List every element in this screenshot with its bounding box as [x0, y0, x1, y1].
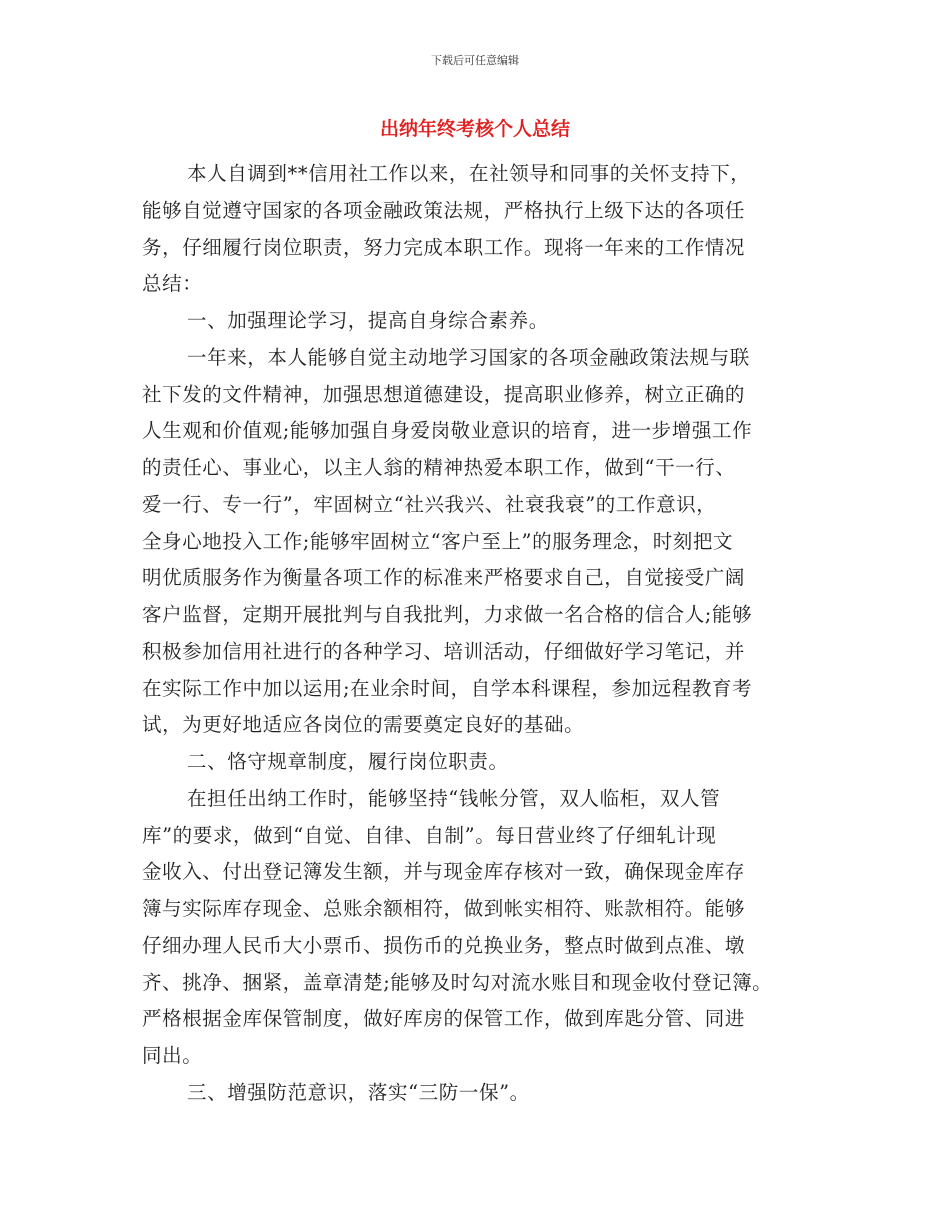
text-line: 齐、挑净、捆紧，盖章清楚;能够及时勾对流水账目和现金收付登记簿。 [142, 970, 773, 994]
text-line: 积极参加信用社进行的各种学习、培训活动，仔细做好学习笔记，并 [142, 639, 746, 663]
text-line: 全身心地投入工作;能够牢固树立“客户至上”的服务理念，时刻把文 [142, 529, 734, 553]
text-line: 试，为更好地适应各岗位的需要奠定良好的基础。 [142, 713, 585, 737]
text-line: 客户监督，定期开展批判与自我批判，力求做一名合格的信合人;能够 [142, 603, 753, 626]
text-line: 金收入、付出登记簿发生额，并与现金库存核对一致，确保现金库存 [142, 860, 746, 884]
text-line: 库”的要求，做到“自觉、自律、自制”。每日营业终了仔细轧计现 [142, 823, 717, 847]
text-line: 一年来，本人能够自觉主动地学习国家的各项金融政策法规与联 [187, 345, 750, 369]
document-title: 出纳年终考核个人总结 [379, 118, 570, 140]
text-line: 严格根据金库保管制度，做好库房的保管工作，做到库匙分管、同进 [142, 1007, 746, 1031]
text-line: 二、恪守规章制度，履行岗位职责。 [187, 750, 509, 773]
text-line: 一、加强理论学习，提高自身综合素养。 [187, 309, 549, 332]
text-line: 三、增强防范意识，落实“三防一保”。 [187, 1080, 530, 1104]
text-line: 人生观和价值观;能够加强自身爱岗敬业意识的培育，进一步增强工作 [142, 419, 753, 443]
text-line: 能够自觉遵守国家的各项金融政策法规，严格执行上级下达的各项任 [142, 198, 746, 222]
text-line: 总结： [142, 272, 203, 296]
text-line: 社下发的文件精神，加强思想道德建设，提高职业修养，树立正确的 [142, 382, 746, 406]
text-line: 的责任心、事业心，以主人翁的精神热爱本职工作，做到“干一行、 [142, 456, 736, 479]
text-line: 同出。 [142, 1044, 203, 1067]
text-line: 簿与实际库存现金、总账余额相符，做到帐实相符、账款相符。能够 [142, 897, 746, 920]
text-line: 在担任出纳工作时，能够坚持“钱帐分管，双人临柜，双人管 [187, 786, 721, 810]
text-line: 务，仔细履行岗位职责，努力完成本职工作。现将一年来的工作情况 [142, 235, 746, 259]
page-header: 下载后可任意编辑 [431, 54, 519, 67]
text-line: 仔细办理人民币大小票币、损伤币的兑换业务，整点时做到点准、墩 [142, 933, 746, 957]
text-line: 在实际工作中加以运用;在业余时间，自学本科课程，参加远程教育考 [142, 676, 753, 700]
document-body [142, 156, 814, 1112]
text-line: 明优质服务作为衡量各项工作的标准来严格要求自己，自觉接受广阔 [142, 566, 746, 590]
text-line: 本人自调到**信用社工作以来，在社领导和同事的关怀支持下， [187, 162, 751, 185]
text-line: 爱一行、专一行”，牢固树立“社兴我兴、社衰我衰”的工作意识， [142, 492, 717, 516]
